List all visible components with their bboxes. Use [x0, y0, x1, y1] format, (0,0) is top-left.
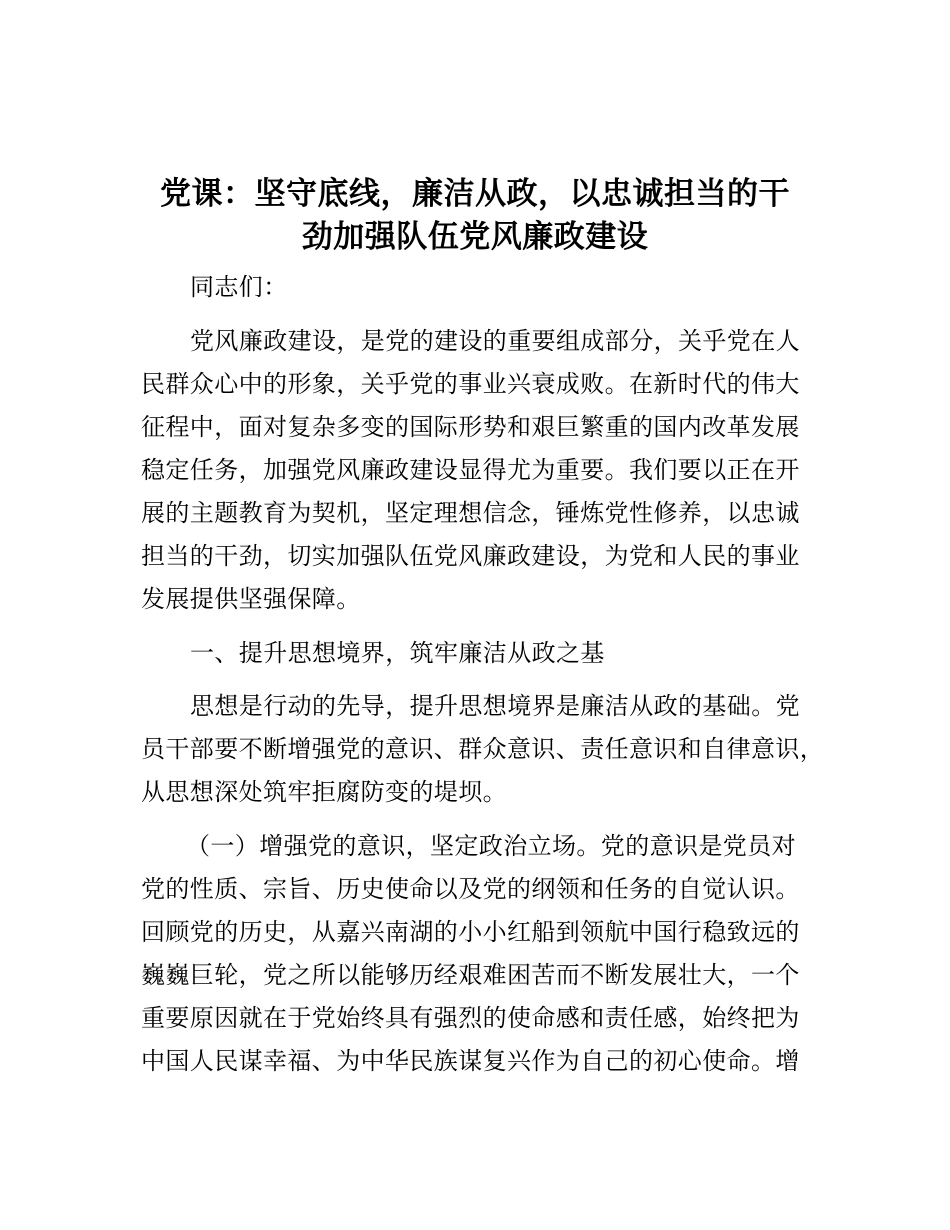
document-title-line-1: 党课：坚守底线，廉洁从政，以忠诚担当的干: [160, 176, 790, 212]
paragraph2-line-1: 思想是行动的先导，提升思想境界是廉洁从政的基础。党: [190, 692, 800, 720]
paragraph3-line-5: 重要原因就在于党始终具有强烈的使命感和责任感，始终把为: [141, 1004, 800, 1032]
paragraph3-line-4: 巍巍巨轮，党之所以能够历经艰难困苦而不断发展壮大，一个: [141, 961, 800, 989]
paragraph2-line-3: 从思想深处筑牢拒腐防变的堤坝。: [141, 778, 507, 806]
document-title-line-2: 劲加强队伍党风廉政建设: [301, 219, 649, 255]
paragraph1-line-5: 展的主题教育为契机，坚定理想信念，锤炼党性修养，以忠诚: [141, 499, 800, 527]
paragraph3-line-6: 中国人民谋幸福、为中华民族谋复兴作为自己的初心使命。增: [141, 1047, 800, 1075]
paragraph3-line-1: （一）增强党的意识，坚定政治立场。党的意识是党员对: [186, 832, 796, 860]
paragraph1-line-6: 担当的干劲，切实加强队伍党风廉政建设，为党和人民的事业: [141, 542, 800, 570]
paragraph1-line-3: 征程中，面对复杂多变的国际形势和艰巨繁重的国内改革发展: [141, 413, 800, 441]
salutation: 同志们：: [190, 273, 288, 301]
paragraph1-line-1: 党风廉政建设，是党的建设的重要组成部分，关乎党在人: [190, 327, 800, 355]
paragraph1-line-4: 稳定任务，加强党风廉政建设显得尤为重要。我们要以正在开: [141, 456, 800, 484]
section-heading-1: 一、提升思想境界，筑牢廉洁从政之基: [190, 639, 605, 667]
paragraph3-line-2: 党的性质、宗旨、历史使命以及党的纲领和任务的自觉认识。: [141, 875, 800, 903]
paragraph1-line-2: 民群众心中的形象，关乎党的事业兴衰成败。在新时代的伟大: [141, 370, 800, 398]
paragraph3-line-3: 回顾党的历史，从嘉兴南湖的小小红船到领航中国行稳致远的: [141, 918, 800, 946]
paragraph2-line-2: 员干部要不断增强党的意识、群众意识、责任意识和自律意识，: [141, 735, 825, 763]
paragraph1-line-7: 发展提供坚强保障。: [141, 585, 361, 613]
